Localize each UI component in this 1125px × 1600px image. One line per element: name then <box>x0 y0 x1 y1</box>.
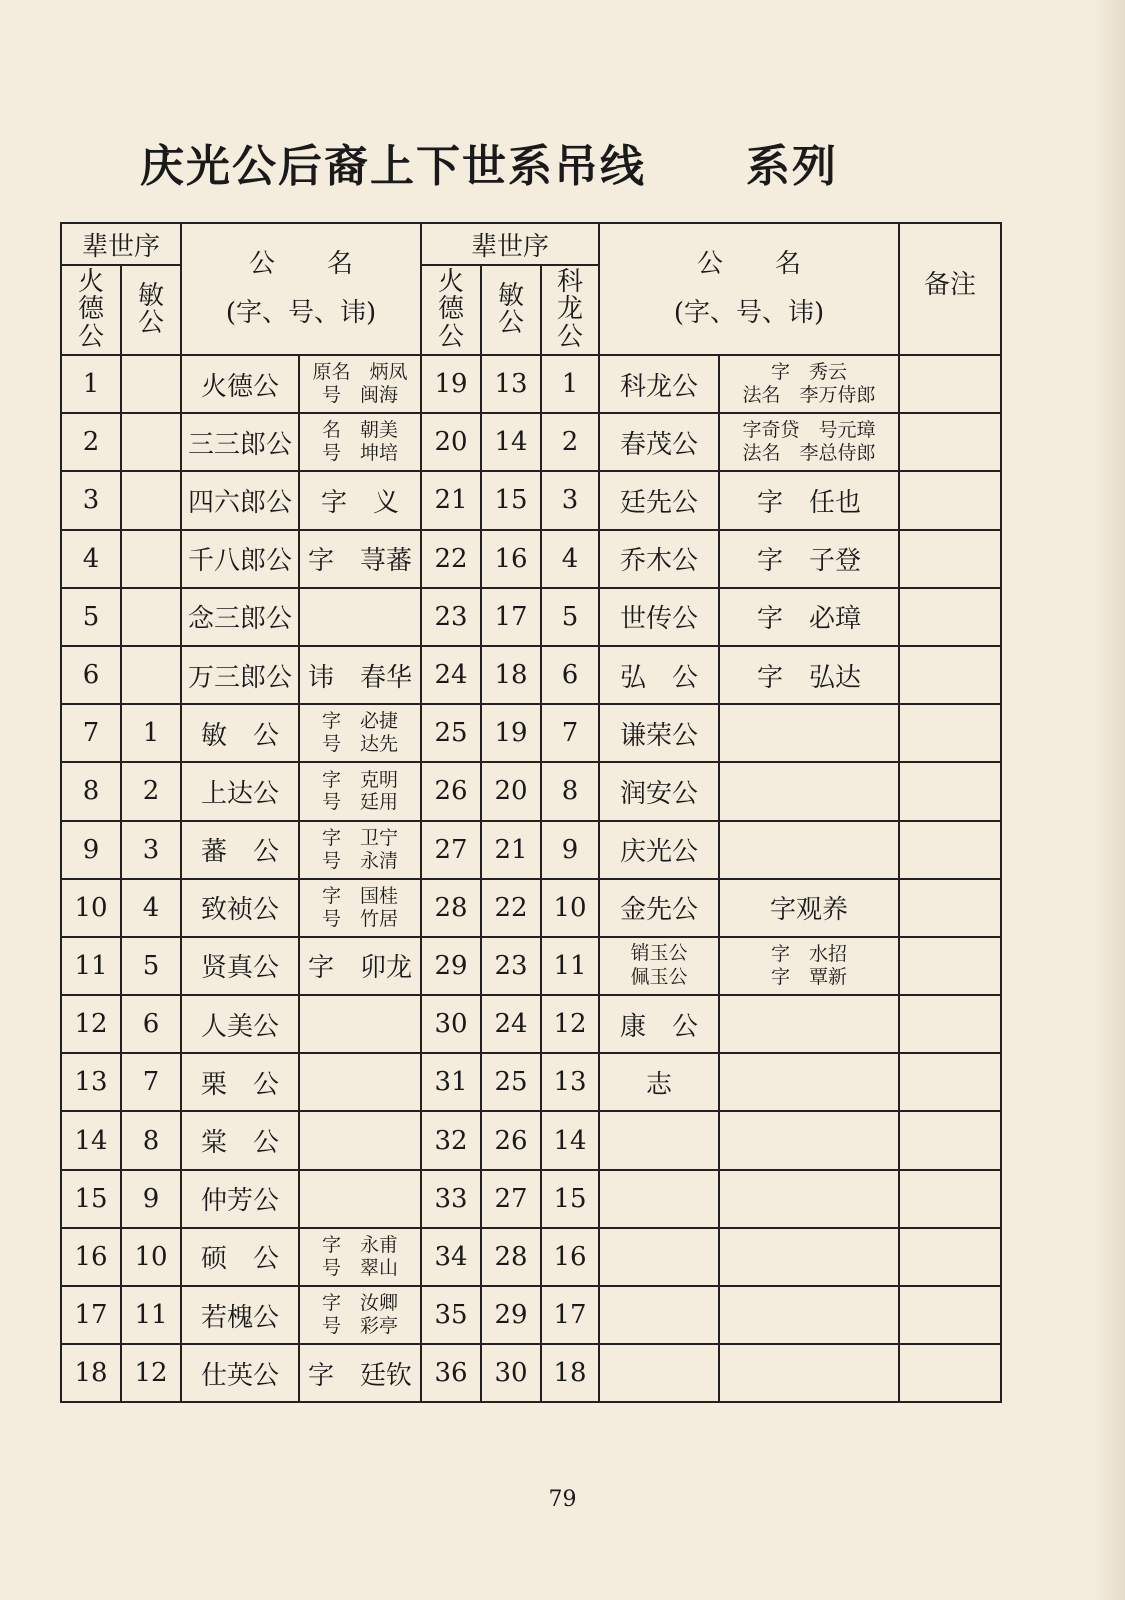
ancestor-name-right: 庆光公 <box>599 821 719 879</box>
page-number: 79 <box>548 1487 577 1512</box>
remark-cell <box>899 530 1001 588</box>
ancestor-name-right <box>599 1286 719 1344</box>
table-row <box>61 762 1001 820</box>
header-min-right: 敏公 <box>481 265 541 355</box>
ancestor-name-right: 谦荣公 <box>599 704 719 762</box>
ancestor-alias-left: 字 荨蕃 <box>299 530 421 588</box>
remark-cell <box>899 879 1001 937</box>
table-row <box>61 413 1001 471</box>
huode-gen-left: 2 <box>61 413 121 471</box>
huode-gen-right: 24 <box>421 646 481 704</box>
huode-gen-left: 6 <box>61 646 121 704</box>
min-gen-right: 19 <box>481 704 541 762</box>
ancestor-alias-left: 字 卯龙 <box>299 937 421 995</box>
kelong-gen-right: 8 <box>541 762 599 820</box>
ancestor-alias-left: 原名 炳凤 号 闽海 <box>299 355 421 413</box>
ancestor-alias-left: 字 廷钦 <box>299 1344 421 1402</box>
ancestor-alias-right <box>719 1053 899 1111</box>
ancestor-alias-right: 字 秀云 法名 李万侍郎 <box>719 355 899 413</box>
huode-gen-left: 13 <box>61 1053 121 1111</box>
page-title <box>140 130 838 194</box>
min-gen-left: 11 <box>121 1286 181 1344</box>
huode-gen-left: 15 <box>61 1170 121 1228</box>
ancestor-alias-right: 字 任也 <box>719 471 899 529</box>
min-gen-left <box>121 646 181 704</box>
ancestor-alias-left: 字 克明 号 廷用 <box>299 762 421 820</box>
header-name-left-sub: (字、号、讳) <box>225 298 377 328</box>
ancestor-alias-right: 字奇贷 号元璋 法名 李总侍郎 <box>719 413 899 471</box>
remark-cell <box>899 1053 1001 1111</box>
huode-gen-right: 20 <box>421 413 481 471</box>
huode-gen-right: 25 <box>421 704 481 762</box>
table-row <box>61 1228 1001 1286</box>
huode-gen-left: 14 <box>61 1111 121 1169</box>
ancestor-name-right <box>599 1344 719 1402</box>
ancestor-name-right: 科龙公 <box>599 355 719 413</box>
min-gen-right: 15 <box>481 471 541 529</box>
ancestor-name-left: 若槐公 <box>181 1286 299 1344</box>
title-main: 庆光公后裔上下世系吊线 <box>140 141 646 192</box>
huode-gen-left: 18 <box>61 1344 121 1402</box>
table-row <box>61 471 1001 529</box>
header-generation-left: 辈世序 <box>61 223 181 265</box>
header-name-right-sub: (字、号、讳) <box>673 298 825 328</box>
ancestor-alias-left: 字 义 <box>299 471 421 529</box>
remark-cell <box>899 355 1001 413</box>
kelong-gen-right: 2 <box>541 413 599 471</box>
ancestor-alias-right <box>719 821 899 879</box>
min-gen-left: 1 <box>121 704 181 762</box>
table-body <box>61 355 1001 1402</box>
ancestor-alias-left <box>299 1111 421 1169</box>
ancestor-name-right <box>599 1111 719 1169</box>
ancestor-name-left: 仕英公 <box>181 1344 299 1402</box>
ancestor-name-right <box>599 1228 719 1286</box>
huode-gen-left: 3 <box>61 471 121 529</box>
ancestor-name-left: 三三郎公 <box>181 413 299 471</box>
huode-gen-right: 35 <box>421 1286 481 1344</box>
remark-cell <box>899 471 1001 529</box>
huode-gen-right: 29 <box>421 937 481 995</box>
huode-gen-right: 23 <box>421 588 481 646</box>
ancestor-alias-right <box>719 1228 899 1286</box>
ancestor-alias-left: 字 国桂 号 竹居 <box>299 879 421 937</box>
min-gen-right: 29 <box>481 1286 541 1344</box>
ancestor-alias-right <box>719 995 899 1053</box>
ancestor-name-left: 硕 公 <box>181 1228 299 1286</box>
remark-cell <box>899 821 1001 879</box>
remark-cell <box>899 1344 1001 1402</box>
huode-gen-left: 9 <box>61 821 121 879</box>
ancestor-name-right: 廷先公 <box>599 471 719 529</box>
header-huode-right: 火德公 <box>421 265 481 355</box>
ancestor-name-left: 念三郎公 <box>181 588 299 646</box>
kelong-gen-right: 7 <box>541 704 599 762</box>
ancestor-name-left: 贤真公 <box>181 937 299 995</box>
min-gen-left: 9 <box>121 1170 181 1228</box>
kelong-gen-right: 17 <box>541 1286 599 1344</box>
table-row <box>61 355 1001 413</box>
kelong-gen-right: 16 <box>541 1228 599 1286</box>
huode-gen-right: 33 <box>421 1170 481 1228</box>
min-gen-left: 8 <box>121 1111 181 1169</box>
min-gen-right: 23 <box>481 937 541 995</box>
huode-gen-left: 16 <box>61 1228 121 1286</box>
huode-gen-left: 8 <box>61 762 121 820</box>
table-row <box>61 1170 1001 1228</box>
header-name-left-label: 公 名 <box>249 248 354 279</box>
table-row <box>61 821 1001 879</box>
ancestor-name-right: 世传公 <box>599 588 719 646</box>
header-huode-left: 火德公 <box>61 265 121 355</box>
ancestor-name-left: 致祯公 <box>181 879 299 937</box>
title-tail: 系列 <box>746 141 838 192</box>
ancestor-alias-left <box>299 1053 421 1111</box>
ancestor-name-right: 乔木公 <box>599 530 719 588</box>
ancestor-name-left: 火德公 <box>181 355 299 413</box>
ancestor-name-right: 金先公 <box>599 879 719 937</box>
huode-gen-left: 12 <box>61 995 121 1053</box>
min-gen-left: 10 <box>121 1228 181 1286</box>
kelong-gen-right: 10 <box>541 879 599 937</box>
kelong-gen-right: 5 <box>541 588 599 646</box>
table-row <box>61 937 1001 995</box>
huode-gen-right: 34 <box>421 1228 481 1286</box>
remark-cell <box>899 1286 1001 1344</box>
header-kelong-right: 科龙公 <box>541 265 599 355</box>
huode-gen-left: 7 <box>61 704 121 762</box>
remark-cell <box>899 937 1001 995</box>
min-gen-right: 28 <box>481 1228 541 1286</box>
huode-gen-left: 5 <box>61 588 121 646</box>
table-row <box>61 1111 1001 1169</box>
huode-gen-right: 31 <box>421 1053 481 1111</box>
huode-gen-right: 28 <box>421 879 481 937</box>
remark-cell <box>899 1111 1001 1169</box>
min-gen-right: 22 <box>481 879 541 937</box>
min-gen-left <box>121 530 181 588</box>
remark-cell <box>899 704 1001 762</box>
ancestor-name-left: 万三郎公 <box>181 646 299 704</box>
huode-gen-right: 21 <box>421 471 481 529</box>
ancestor-name-right <box>599 1170 719 1228</box>
remark-cell <box>899 1170 1001 1228</box>
ancestor-name-left: 四六郎公 <box>181 471 299 529</box>
ancestor-name-left: 棠 公 <box>181 1111 299 1169</box>
header-remarks: 备注 <box>899 223 1001 355</box>
ancestor-alias-left: 名 朝美 号 坤培 <box>299 413 421 471</box>
ancestor-alias-right: 字 弘达 <box>719 646 899 704</box>
huode-gen-right: 26 <box>421 762 481 820</box>
ancestor-name-right: 弘 公 <box>599 646 719 704</box>
huode-gen-right: 22 <box>421 530 481 588</box>
ancestor-alias-left: 字 必捷 号 达先 <box>299 704 421 762</box>
ancestor-alias-right: 字 必璋 <box>719 588 899 646</box>
ancestor-name-right: 康 公 <box>599 995 719 1053</box>
min-gen-left: 12 <box>121 1344 181 1402</box>
min-gen-right: 26 <box>481 1111 541 1169</box>
kelong-gen-right: 13 <box>541 1053 599 1111</box>
min-gen-right: 30 <box>481 1344 541 1402</box>
ancestor-alias-left: 讳 春华 <box>299 646 421 704</box>
header-name-right <box>599 223 899 355</box>
ancestor-alias-right: 字 水招 字 覃新 <box>719 937 899 995</box>
ancestor-alias-left: 字 汝卿 号 彩亭 <box>299 1286 421 1344</box>
min-gen-left <box>121 355 181 413</box>
huode-gen-right: 30 <box>421 995 481 1053</box>
kelong-gen-right: 12 <box>541 995 599 1053</box>
header-name-left <box>181 223 421 355</box>
min-gen-right: 13 <box>481 355 541 413</box>
genealogy-table <box>60 222 1002 1403</box>
header-generation-right: 辈世序 <box>421 223 599 265</box>
kelong-gen-right: 18 <box>541 1344 599 1402</box>
ancestor-alias-right: 字 子登 <box>719 530 899 588</box>
ancestor-alias-right <box>719 762 899 820</box>
table-row <box>61 588 1001 646</box>
min-gen-left: 2 <box>121 762 181 820</box>
page-fold-shadow <box>1095 0 1125 1600</box>
min-gen-right: 20 <box>481 762 541 820</box>
ancestor-alias-left: 字 永甫 号 翠山 <box>299 1228 421 1286</box>
remark-cell <box>899 1228 1001 1286</box>
kelong-gen-right: 6 <box>541 646 599 704</box>
huode-gen-left: 1 <box>61 355 121 413</box>
min-gen-left: 6 <box>121 995 181 1053</box>
remark-cell <box>899 413 1001 471</box>
min-gen-right: 25 <box>481 1053 541 1111</box>
remark-cell <box>899 762 1001 820</box>
min-gen-right: 14 <box>481 413 541 471</box>
huode-gen-left: 4 <box>61 530 121 588</box>
remark-cell <box>899 995 1001 1053</box>
min-gen-right: 24 <box>481 995 541 1053</box>
kelong-gen-right: 11 <box>541 937 599 995</box>
min-gen-left: 4 <box>121 879 181 937</box>
ancestor-name-left: 人美公 <box>181 995 299 1053</box>
min-gen-left <box>121 588 181 646</box>
kelong-gen-right: 3 <box>541 471 599 529</box>
remark-cell <box>899 588 1001 646</box>
kelong-gen-right: 1 <box>541 355 599 413</box>
huode-gen-right: 36 <box>421 1344 481 1402</box>
huode-gen-left: 10 <box>61 879 121 937</box>
header-min-left: 敏公 <box>121 265 181 355</box>
min-gen-right: 21 <box>481 821 541 879</box>
ancestor-alias-left: 字 卫宁 号 永清 <box>299 821 421 879</box>
kelong-gen-right: 14 <box>541 1111 599 1169</box>
table-row <box>61 1344 1001 1402</box>
kelong-gen-right: 15 <box>541 1170 599 1228</box>
ancestor-alias-left <box>299 1170 421 1228</box>
ancestor-alias-right <box>719 704 899 762</box>
huode-gen-left: 11 <box>61 937 121 995</box>
min-gen-left: 3 <box>121 821 181 879</box>
min-gen-left <box>121 471 181 529</box>
table-row <box>61 704 1001 762</box>
ancestor-alias-right <box>719 1111 899 1169</box>
huode-gen-right: 32 <box>421 1111 481 1169</box>
ancestor-name-left: 仲芳公 <box>181 1170 299 1228</box>
table-row <box>61 530 1001 588</box>
ancestor-alias-right <box>719 1286 899 1344</box>
huode-gen-right: 19 <box>421 355 481 413</box>
header-name-right-label: 公 名 <box>697 248 802 279</box>
table-row <box>61 879 1001 937</box>
ancestor-name-right: 志 <box>599 1053 719 1111</box>
kelong-gen-right: 9 <box>541 821 599 879</box>
huode-gen-right: 27 <box>421 821 481 879</box>
kelong-gen-right: 4 <box>541 530 599 588</box>
table-row <box>61 1053 1001 1111</box>
min-gen-right: 18 <box>481 646 541 704</box>
ancestor-alias-right <box>719 1344 899 1402</box>
min-gen-right: 27 <box>481 1170 541 1228</box>
ancestor-name-left: 栗 公 <box>181 1053 299 1111</box>
ancestor-name-right: 春茂公 <box>599 413 719 471</box>
min-gen-right: 17 <box>481 588 541 646</box>
ancestor-name-left: 敏 公 <box>181 704 299 762</box>
ancestor-alias-right: 字观养 <box>719 879 899 937</box>
table-row <box>61 995 1001 1053</box>
ancestor-name-left: 千八郎公 <box>181 530 299 588</box>
min-gen-left: 5 <box>121 937 181 995</box>
ancestor-alias-right <box>719 1170 899 1228</box>
min-gen-left <box>121 413 181 471</box>
huode-gen-left: 17 <box>61 1286 121 1344</box>
ancestor-name-left: 蕃 公 <box>181 821 299 879</box>
min-gen-right: 16 <box>481 530 541 588</box>
table-row <box>61 1286 1001 1344</box>
ancestor-name-left: 上达公 <box>181 762 299 820</box>
ancestor-name-right: 销玉公 佩玉公 <box>599 937 719 995</box>
ancestor-alias-left <box>299 588 421 646</box>
remark-cell <box>899 646 1001 704</box>
min-gen-left: 7 <box>121 1053 181 1111</box>
ancestor-name-right: 润安公 <box>599 762 719 820</box>
ancestor-alias-left <box>299 995 421 1053</box>
table-row <box>61 646 1001 704</box>
